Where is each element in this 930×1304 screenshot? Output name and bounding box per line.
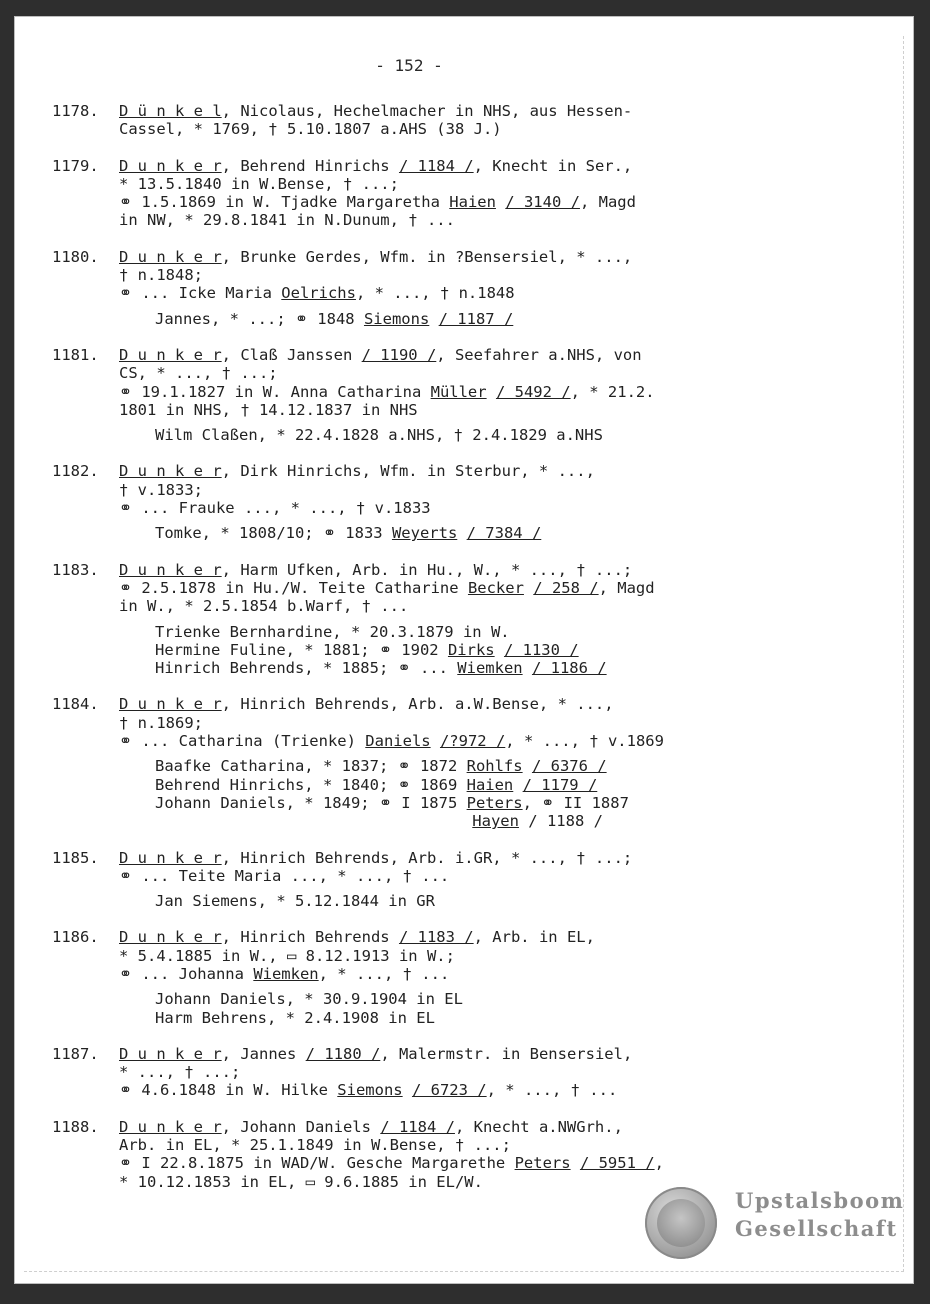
text-segment: , Nicolaus, Hechelmacher in NHS, aus Hessen- [221, 102, 633, 120]
underlined-text: / 3140 / [505, 193, 580, 212]
underlined-text: Peters [466, 793, 523, 812]
underlined-text: D u n k e r [119, 156, 222, 175]
text-segment: , * ..., † ... [486, 1081, 618, 1100]
underlined-text: / 1186 / [531, 659, 607, 678]
text-segment: , Johann Daniels [221, 1117, 381, 1136]
entry-line [119, 965, 842, 983]
genealogy-entry [52, 1118, 842, 1191]
underlined-text: / 6723 / [411, 1081, 487, 1100]
entry-line [119, 947, 842, 965]
underlined-text: / 1187 / [438, 309, 514, 328]
underlined-text: / 5951 / [579, 1154, 655, 1173]
child-line [155, 990, 842, 1008]
text-segment: , Behrend Hinrichs [221, 156, 399, 175]
underlined-text: Hayen [472, 812, 519, 831]
text-segment: , Knecht a.NWGrh., [454, 1117, 623, 1136]
entry-line [119, 248, 842, 266]
text-segment: ⚭ 19.1.1827 in W. Anna Catharina [119, 382, 431, 401]
entry-line [119, 401, 842, 419]
underlined-text: D u n k e r [119, 848, 222, 867]
entry-line [119, 579, 842, 597]
underlined-text: / 1130 / [503, 640, 579, 659]
child-line [155, 794, 842, 812]
entry-line [119, 695, 842, 713]
text-segment: ⚭ ... Johanna [119, 964, 254, 983]
text-segment [523, 659, 532, 677]
text-segment: , ⚭ II 1887 [522, 793, 629, 812]
text-segment: Hinrich Behrends, * 1885; ⚭ ... [155, 659, 458, 678]
entry-number: 1183. [52, 560, 99, 579]
text-segment: † n.1869; [119, 713, 203, 732]
child-line [155, 776, 842, 794]
entry-line [119, 1045, 842, 1063]
genealogy-entry [52, 462, 842, 542]
entry-line [119, 102, 842, 120]
logo-text-line1: Upstalsboom [735, 1188, 905, 1213]
text-segment [457, 524, 466, 542]
text-segment: ⚭ I 22.8.1875 in WAD/W. Gesche Margarethe [119, 1154, 515, 1173]
entry-line [119, 175, 842, 193]
child-line [155, 623, 842, 641]
text-segment: , Brunke Gerdes, Wfm. in ?Bensersiel, * ..., [221, 247, 633, 266]
text-segment [523, 757, 532, 775]
underlined-text: / 1183 / [398, 928, 474, 947]
underlined-text: / 1179 / [522, 775, 598, 794]
entry-line [119, 211, 842, 229]
children-list [119, 426, 842, 444]
children-list [119, 990, 842, 1027]
text-segment: 1801 in NHS, † 14.12.1837 in NHS [119, 400, 418, 419]
text-segment: ⚭ ... Teite Maria ..., * ..., † ... [119, 866, 450, 885]
text-segment: , Harm Ufken, Arb. in Hu., W., * ..., † ...; [221, 560, 633, 579]
underlined-text: D u n k e r [119, 1117, 222, 1136]
logo-text-line2: Gesellschaft [735, 1216, 898, 1241]
text-segment: ⚭ ... Icke Maria [119, 284, 282, 303]
text-segment: in W., * 2.5.1854 b.Warf, † ... [119, 597, 409, 616]
entry-line [119, 732, 842, 750]
underlined-text: Daniels [365, 732, 431, 751]
text-segment: , Jannes [221, 1044, 306, 1063]
text-segment [487, 383, 496, 401]
text-segment: , Dirk Hinrichs, Wfm. in Sterbur, * ..., [221, 462, 595, 481]
text-segment [495, 641, 504, 659]
text-segment: ⚭ 1.5.1869 in W. Tjadke Margaretha [119, 193, 450, 212]
underlined-text: Weyerts [391, 524, 458, 543]
genealogy-entry [52, 248, 842, 328]
text-segment: Behrend Hinrichs, * 1840; ⚭ 1869 [155, 775, 467, 794]
entry-number: 1184. [52, 695, 99, 714]
text-segment [431, 732, 440, 750]
text-segment: , * ..., † n.1848 [355, 284, 515, 303]
entry-number: 1179. [52, 156, 99, 175]
text-segment: , Hinrich Behrends, Arb. a.W.Bense, * ..., [221, 695, 614, 714]
entry-number: 1187. [52, 1044, 99, 1063]
entry-number: 1178. [52, 102, 99, 120]
text-segment: ⚭ 4.6.1848 in W. Hilke [119, 1081, 338, 1100]
text-segment: , [654, 1154, 664, 1173]
text-segment: Harm Behrens, * 2.4.1908 in EL [155, 1008, 435, 1027]
entry-list [52, 102, 842, 1209]
genealogy-entry [52, 157, 842, 230]
entry-line [119, 714, 842, 732]
genealogy-entry [52, 849, 842, 911]
text-segment [496, 193, 505, 211]
text-segment [524, 579, 533, 597]
underlined-text: / 6376 / [531, 757, 607, 776]
child-line [155, 892, 842, 910]
children-list [119, 757, 842, 830]
text-segment: , * 21.2. [570, 382, 655, 401]
entry-line [119, 120, 842, 138]
text-segment: * 13.5.1840 in W.Bense, † ...; [119, 174, 399, 193]
entry-number: 1181. [52, 345, 99, 364]
entry-line [119, 462, 842, 480]
text-segment: Arb. in EL, * 25.1.1849 in W.Bense, † ...; [119, 1136, 511, 1155]
entry-line [119, 364, 842, 382]
text-segment: * ..., † ...; [119, 1063, 241, 1082]
entry-line [119, 1118, 842, 1136]
underlined-text: Peters [514, 1154, 571, 1173]
text-segment [403, 1081, 412, 1099]
underlined-text: Rohlfs [466, 757, 523, 776]
text-segment: Trienke Bernhardine, * 20.3.1879 in W. [155, 622, 510, 641]
text-segment: Hermine Fuline, * 1881; ⚭ 1902 [155, 640, 448, 659]
text-segment: † n.1848; [119, 266, 203, 285]
text-segment: Jan Siemens, * 5.12.1844 in GR [155, 892, 435, 911]
entry-line [119, 157, 842, 175]
text-segment: , Claß Janssen [221, 345, 362, 364]
underlined-text: Wiemken [253, 964, 319, 983]
underlined-text: Siemons [337, 1081, 403, 1100]
underlined-text: /?972 / [439, 732, 506, 751]
underlined-text: D u n k e r [119, 560, 222, 579]
text-segment: , Magd [579, 193, 636, 212]
genealogy-entry [52, 561, 842, 678]
text-segment: CS, * ..., † ...; [119, 364, 278, 383]
underlined-text: / 7384 / [466, 524, 542, 543]
text-segment: / 1188 / [518, 812, 603, 831]
underlined-text: / 1190 / [361, 345, 437, 364]
text-segment: Baafke Catharina, * 1837; ⚭ 1872 [155, 757, 467, 776]
text-segment: Jannes, * ...; ⚭ 1848 [155, 309, 364, 328]
genealogy-entry [52, 695, 842, 830]
genealogy-entry [52, 102, 842, 139]
document-page [14, 16, 914, 1284]
child-line [155, 659, 842, 677]
text-segment [429, 310, 438, 328]
child-line [155, 310, 842, 328]
text-segment: ⚭ ... Frauke ..., * ..., † v.1833 [119, 499, 431, 518]
children-list [119, 310, 842, 328]
entry-line [119, 561, 842, 579]
child-line [155, 757, 842, 775]
text-segment: , Hinrich Behrends, Arb. i.GR, * ..., † ...; [221, 848, 633, 867]
underlined-text: / 5492 / [495, 382, 571, 401]
children-list [119, 892, 842, 910]
genealogy-entry [52, 346, 842, 444]
underlined-text: Becker [467, 578, 524, 597]
entry-number: 1182. [52, 462, 99, 481]
entry-line [119, 193, 842, 211]
entry-line [119, 849, 842, 867]
text-segment: † v.1833; [119, 480, 203, 499]
text-segment: , Knecht in Ser., [473, 156, 633, 175]
entry-line [119, 383, 842, 401]
entry-line [119, 597, 842, 615]
children-list [119, 623, 842, 678]
child-line [155, 641, 842, 659]
text-segment: in NW, * 29.8.1841 in N.Dunum, † ... [119, 211, 455, 230]
text-segment: Cassel, * 1769, † 5.10.1807 a.AHS (38 J.) [119, 120, 502, 139]
text-segment: , Magd [598, 578, 655, 597]
entry-line [119, 346, 842, 364]
child-line [155, 524, 842, 542]
entry-line [119, 284, 842, 302]
text-segment: Tomke, * 1808/10; ⚭ 1833 [155, 524, 392, 543]
entry-number: 1180. [52, 247, 99, 266]
entry-line [119, 481, 842, 499]
genealogy-entry [52, 1045, 842, 1100]
underlined-text: / 1180 / [305, 1044, 381, 1063]
child-line [155, 812, 842, 830]
entry-line [119, 266, 842, 284]
text-segment: , * ..., † v.1869 [505, 732, 664, 751]
text-segment: ⚭ 2.5.1878 in Hu./W. Teite Catharine [119, 578, 468, 597]
children-list [119, 524, 842, 542]
underlined-text: D u n k e r [119, 695, 222, 714]
underlined-text: D u n k e r [119, 928, 222, 947]
entry-number: 1188. [52, 1117, 99, 1136]
underlined-text: Siemons [363, 309, 430, 328]
underlined-text: Müller [430, 382, 487, 401]
underlined-text: / 1184 / [380, 1117, 455, 1136]
underlined-text: Wiemken [457, 659, 523, 678]
entry-number: 1185. [52, 848, 99, 867]
entry-line [119, 867, 842, 885]
text-segment: , Arb. in EL, [473, 928, 595, 947]
child-line [155, 426, 842, 444]
text-segment: , Seefahrer a.NHS, von [436, 345, 642, 364]
text-segment [155, 812, 472, 830]
society-logo [645, 1182, 905, 1262]
underlined-text: D u n k e r [119, 462, 222, 481]
entry-line [119, 1136, 842, 1154]
text-segment [571, 1154, 580, 1172]
underlined-text: D ü n k e l [119, 102, 222, 120]
underlined-text: D u n k e r [119, 345, 222, 364]
underlined-text: Haien [466, 775, 514, 794]
entry-line [119, 1063, 842, 1081]
text-segment: * 10.12.1853 in EL, ▭ 9.6.1885 in EL/W. [119, 1172, 483, 1191]
text-segment: , Hinrich Behrends [221, 928, 399, 947]
entry-line [119, 928, 842, 946]
underlined-text: / 258 / [533, 578, 599, 597]
text-segment: Wilm Claßen, * 22.4.1828 a.NHS, † 2.4.1829 a.NHS [155, 426, 603, 445]
entry-line [119, 499, 842, 517]
text-segment: ⚭ ... Catharina (Trienke) [119, 732, 366, 751]
text-segment: , * ..., † ... [318, 964, 450, 983]
entry-line [119, 1081, 842, 1099]
underlined-text: Haien [449, 193, 496, 212]
underlined-text: D u n k e r [119, 247, 222, 266]
text-segment: Johann Daniels, * 30.9.1904 in EL [155, 990, 463, 1009]
entry-number: 1186. [52, 928, 99, 947]
child-line [155, 1009, 842, 1027]
text-segment: , Malermstr. in Bensersiel, [380, 1044, 633, 1063]
text-segment [513, 776, 522, 794]
seal-emblem-icon [645, 1187, 717, 1259]
underlined-text: / 1184 / [398, 156, 474, 175]
text-segment: * 5.4.1885 in W., ▭ 8.12.1913 in W.; [119, 946, 455, 965]
genealogy-entry [52, 928, 842, 1026]
underlined-text: D u n k e r [119, 1044, 222, 1063]
underlined-text: Oelrichs [281, 284, 356, 303]
entry-line [119, 1154, 842, 1172]
underlined-text: Dirks [447, 640, 495, 659]
text-segment: Johann Daniels, * 1849; ⚭ I 1875 [155, 793, 467, 812]
page-number: - 152 - [375, 56, 443, 75]
